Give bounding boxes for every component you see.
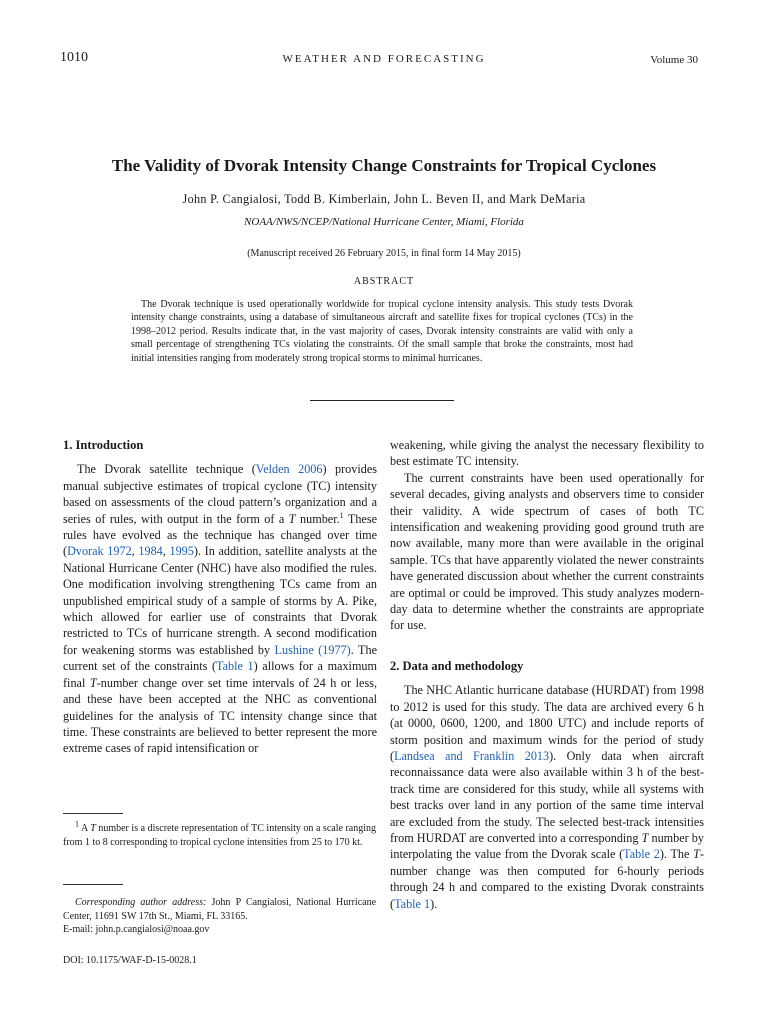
correspondence-divider (63, 884, 123, 885)
body-text: , (131, 544, 139, 559)
author-email[interactable]: E-mail: john.p.cangialosi@noaa.gov (63, 924, 210, 935)
data-paragraph-1 (390, 682, 704, 912)
corresponding-author (63, 896, 376, 923)
body-text: These rules have evolved as the technique has changed over time ( (63, 511, 377, 559)
footnote-marker[interactable]: 1 (339, 510, 344, 520)
section-heading-data: 2. Data and methodology (390, 658, 524, 673)
intro-paragraph-1-continued: weakening, while giving the analyst the necessary flexibility to best estimate TC intensity. (390, 438, 704, 469)
italic-symbol: T (693, 847, 700, 862)
italic-symbol: T (641, 830, 649, 845)
abstract-heading: ABSTRACT (353, 276, 415, 287)
manuscript-dates: (Manuscript received 26 February 2015, in final form 14 May 2015) (247, 248, 521, 259)
article-title: The Validity of Dvorak Intensity Change Constraints for Tropical Cyclones (111, 156, 657, 175)
intro-paragraph-1 (63, 461, 377, 756)
body-text: -number change over set time intervals of 24 h or less, and these have been accepted at the NHC as conventional guidelines for the analysis of TC intensity change since that time. These constraints are believed to better represent the more extreme cases of rapid intensification or (63, 675, 377, 756)
table-link[interactable]: Table 2 (623, 847, 660, 862)
body-text: ) allows for a maximum final (63, 659, 377, 690)
table-link[interactable]: Table 1 (394, 896, 431, 911)
affiliation: NOAA/NWS/NCEP/National Hurricane Center, Miami, Florida (244, 216, 524, 228)
citation-link[interactable]: Landsea and Franklin 2013 (394, 748, 550, 763)
right-column (390, 437, 704, 912)
section-heading-introduction: 1. Introduction (63, 438, 144, 452)
italic-symbol: T (90, 823, 96, 834)
citation-link[interactable]: Dvorak 1972 (67, 544, 132, 559)
body-text: ). Only data when aircraft reconnaissance data were also available within 3 h of the best-track time are considered for this study, while all systems with best tracks over land in any portion of the same time interval are excluded from the study. The selected best-track intensities from HURDAT are converted into a corresponding (390, 748, 705, 845)
doi-link[interactable]: DOI: 10.1175/WAF-D-15-0028.1 (63, 955, 197, 966)
citation-link[interactable]: 1995 (169, 544, 194, 559)
citation-link[interactable]: 1984 (138, 544, 163, 559)
body-text: ). (430, 896, 438, 911)
italic-symbol: T (89, 675, 97, 690)
body-text: ). In addition, satellite analysts at the National Hurricane Center (NHC) have also modified the rules. One modification involving strengthening TCs came from an unpublished empirical study of a sample of storms by A. Pike, which allowed for earlier use of constraints that Dvorak restricted to TCs of hurricane strength. A second modification for weakening storms was established by (63, 544, 377, 657)
italic-symbol: T (288, 511, 296, 526)
correspondence-label: Corresponding author address: (75, 897, 207, 908)
body-text: number by interpolating the value from the Dvorak scale ( (390, 830, 704, 862)
body-text: -number change was then computed for 6-hourly periods through 24 h and compared to the existing Dvorak constraints ( (390, 847, 704, 911)
left-column (63, 437, 377, 757)
correspondence-address: John P Cangialosi, National Hurricane Center, 11691 SW 17th St., Miami, FL 33165. (63, 897, 377, 922)
citation-link[interactable]: Lushine (1977) (274, 642, 351, 657)
body-text: . The current set of the constraints ( (63, 642, 377, 674)
footnote-divider (63, 813, 123, 814)
journal-name: WEATHER AND FORECASTING (282, 53, 486, 65)
body-text: The Dvorak satellite technique ( (77, 462, 256, 477)
citation-link[interactable]: Velden 2006 (255, 462, 323, 477)
footnote-text: A (81, 823, 91, 834)
body-text: number. (295, 511, 340, 526)
table-link[interactable]: Table 1 (216, 659, 254, 674)
section-divider (310, 400, 454, 401)
footnote-text: number is a discrete representation of TC intensity on a scale ranging from 1 to 8 corresponding to tropical cyclone intensities from 25 to 170 kt. (63, 823, 377, 848)
body-text: ) provides manual subjective estimates of tropical cyclone (TC) intensity based on assessments of the cloud pattern’s organization and a series of rules, with output in the form of a (63, 462, 377, 526)
body-text: The NHC Atlantic hurricane database (HURDAT) from 1998 to 2012 is used for this study. The data are archived every 6 h (at 0000, 0600, 1200, and 1800 UTC) and include reports of storm position and maximum winds for the period of study ( (390, 683, 704, 763)
volume-label: Volume 30 (650, 54, 698, 66)
footnote-1 (63, 819, 377, 849)
page-number: 1010 (60, 50, 88, 65)
footnote-number: 1 (75, 819, 79, 829)
author-list: John P. Cangialosi, Todd B. Kimberlain, John L. Beven II, and Mark DeMaria (182, 192, 586, 206)
body-text: , (162, 544, 170, 559)
intro-paragraph-2: The current constraints have been used operationally for several decades, giving analysts and observers time to consider their validity. A wide spectrum of cases of both TC intensification and weakening providing good ground truth are now available, many more than were available in the original sample. TCs that have apparently violated the newer constraints have generated discussion about whether the current constraints are optimal or could be improved. This study analyzes modern-day data to determine whether the constraints are appropriate for use. (390, 470, 704, 633)
body-text: ). The (659, 847, 694, 862)
abstract-text: The Dvorak technique is used operationally worldwide for tropical cyclone intensity analysis. This study tests Dvorak intensity change constraints, using a database of simultaneous aircraft and satellite fixes for tropical cyclones (TCs) in the 1998–2012 period. Results indicate that, in the vast majority of cases, Dvorak intensity constraints are valid with only a small percentage of strengthening TCs violating the constraints. Of the small sample that broke the constraints, most had initial intensities ranging from moderately strong tropical storms to minimal hurricanes. (131, 299, 633, 364)
